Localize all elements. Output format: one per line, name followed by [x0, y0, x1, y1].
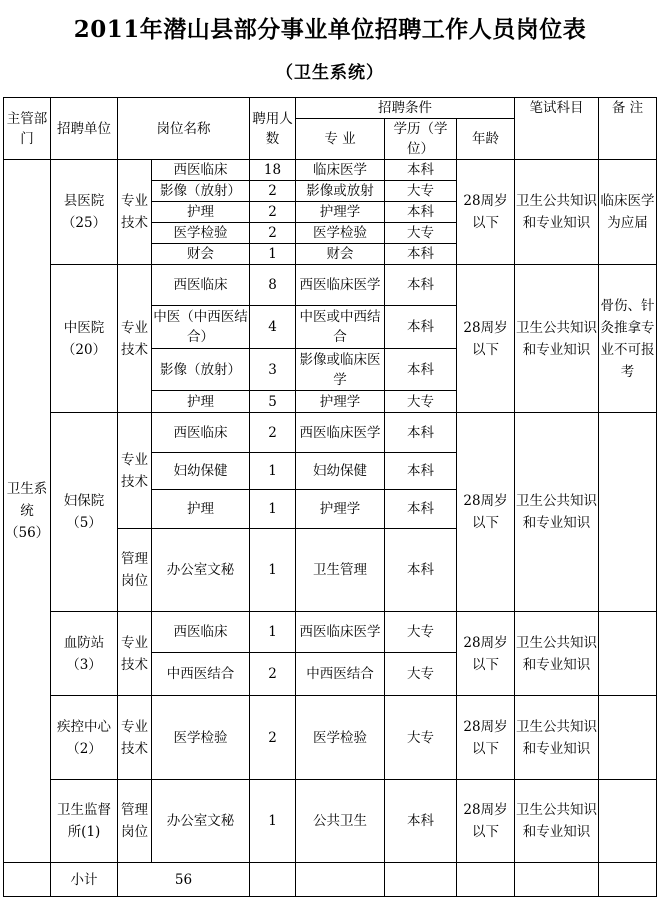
- page-subtitle: （卫生系统）: [276, 63, 384, 83]
- exam-cell: 卫生公共知识和专业知识: [515, 160, 599, 265]
- major-cell: 财会: [296, 244, 385, 265]
- post-cell: 影像（放射）: [152, 349, 250, 391]
- major-cell: 西医临床医学: [296, 265, 385, 306]
- edu-cell: 大专: [385, 653, 457, 696]
- major-cell: 医学检验: [296, 696, 385, 780]
- post-cell: 护理: [152, 391, 250, 413]
- post-cell: 护理: [152, 202, 250, 223]
- empty-cell: [457, 863, 515, 897]
- remark-cell: [599, 696, 657, 780]
- major-cell: 中西医结合: [296, 653, 385, 696]
- major-cell: 护理学: [296, 391, 385, 413]
- edu-cell: 本科: [385, 265, 457, 306]
- unit-cell: 县医院（25）: [51, 160, 118, 265]
- header-edu: 学历（学位）: [385, 119, 457, 160]
- post-cell: 影像（放射）: [152, 181, 250, 202]
- age-cell: 28周岁以下: [457, 696, 515, 780]
- post-cell: 护理: [152, 490, 250, 529]
- major-cell: 卫生管理: [296, 529, 385, 612]
- exam-cell: 卫生公共知识和专业知识: [515, 413, 599, 612]
- category-cell: 专业技术: [118, 696, 152, 780]
- exam-cell: 卫生公共知识和专业知识: [515, 612, 599, 696]
- major-cell: 护理学: [296, 202, 385, 223]
- header-dept: 主管部门: [4, 98, 51, 160]
- empty-cell: [515, 863, 599, 897]
- empty-cell: [385, 863, 457, 897]
- unit-cell: 血防站（3）: [51, 612, 118, 696]
- edu-cell: 本科: [385, 413, 457, 453]
- category-cell: 管理岗位: [118, 529, 152, 612]
- subtotal-count: 56: [118, 863, 250, 897]
- remark-cell: 骨伤、针灸推拿专业不可报考: [599, 265, 657, 413]
- major-cell: 护理学: [296, 490, 385, 529]
- subtotal-blank: [4, 863, 51, 897]
- age-cell: 28周岁以下: [457, 160, 515, 265]
- edu-cell: 本科: [385, 529, 457, 612]
- post-cell: 西医临床: [152, 265, 250, 306]
- page-title: 2011年潜山县部分事业单位招聘工作人员岗位表: [73, 16, 587, 43]
- header-exam: 笔试科目: [515, 98, 599, 160]
- edu-cell: 本科: [385, 780, 457, 863]
- count-cell: 8: [250, 265, 296, 306]
- header-remark: 备 注: [599, 98, 657, 160]
- count-cell: 2: [250, 181, 296, 202]
- post-cell: 中西医结合: [152, 653, 250, 696]
- recruitment-table: [3, 97, 657, 897]
- edu-cell: 本科: [385, 202, 457, 223]
- exam-cell: 卫生公共知识和专业知识: [515, 780, 599, 863]
- exam-cell: 卫生公共知识和专业知识: [515, 696, 599, 780]
- post-cell: 财会: [152, 244, 250, 265]
- unit-cell: 卫生监督所(1): [51, 780, 118, 863]
- post-cell: 西医临床: [152, 413, 250, 453]
- unit-cell: 疾控中心（2）: [51, 696, 118, 780]
- remark-cell: 临床医学为应届: [599, 160, 657, 265]
- count-cell: 4: [250, 306, 296, 349]
- edu-cell: 大专: [385, 181, 457, 202]
- major-cell: 中医或中西结合: [296, 306, 385, 349]
- remark-cell: [599, 413, 657, 612]
- major-cell: 妇幼保健: [296, 453, 385, 490]
- header-conditions: 招聘条件: [296, 98, 515, 119]
- count-cell: 18: [250, 160, 296, 181]
- count-cell: 2: [250, 653, 296, 696]
- age-cell: 28周岁以下: [457, 780, 515, 863]
- remark-cell: [599, 780, 657, 863]
- category-cell: 专业技术: [118, 413, 152, 529]
- edu-cell: 大专: [385, 696, 457, 780]
- post-cell: 医学检验: [152, 696, 250, 780]
- count-cell: 1: [250, 453, 296, 490]
- major-cell: 医学检验: [296, 223, 385, 244]
- category-cell: 专业技术: [118, 160, 152, 265]
- post-cell: 西医临床: [152, 160, 250, 181]
- category-cell: 专业技术: [118, 265, 152, 413]
- exam-cell: 卫生公共知识和专业知识: [515, 265, 599, 413]
- edu-cell: 本科: [385, 490, 457, 529]
- subtotal-label: 小计: [51, 863, 118, 897]
- edu-cell: 大专: [385, 612, 457, 653]
- count-cell: 1: [250, 612, 296, 653]
- post-cell: 西医临床: [152, 612, 250, 653]
- count-cell: 2: [250, 413, 296, 453]
- post-cell: 中医（中西医结合）: [152, 306, 250, 349]
- major-cell: 公共卫生: [296, 780, 385, 863]
- header-post: 岗位名称: [118, 98, 250, 160]
- category-cell: 专业技术: [118, 612, 152, 696]
- age-cell: 28周岁以下: [457, 612, 515, 696]
- count-cell: 1: [250, 490, 296, 529]
- dept-cell: 卫生系统（56）: [4, 160, 51, 863]
- major-cell: 影像或放射: [296, 181, 385, 202]
- header-major: 专 业: [296, 119, 385, 160]
- unit-cell: 中医院（20）: [51, 265, 118, 413]
- post-cell: 办公室文秘: [152, 780, 250, 863]
- unit-cell: 妇保院（5）: [51, 413, 118, 612]
- major-cell: 西医临床医学: [296, 612, 385, 653]
- edu-cell: 本科: [385, 244, 457, 265]
- header-count: 聘用人数: [250, 98, 296, 160]
- empty-cell: [599, 863, 657, 897]
- edu-cell: 大专: [385, 223, 457, 244]
- major-cell: 临床医学: [296, 160, 385, 181]
- count-cell: 5: [250, 391, 296, 413]
- count-cell: 2: [250, 223, 296, 244]
- header-unit: 招聘单位: [51, 98, 118, 160]
- edu-cell: 本科: [385, 306, 457, 349]
- major-cell: 影像或临床医学: [296, 349, 385, 391]
- empty-cell: [250, 863, 296, 897]
- count-cell: 2: [250, 696, 296, 780]
- edu-cell: 本科: [385, 349, 457, 391]
- major-cell: 西医临床医学: [296, 413, 385, 453]
- post-cell: 医学检验: [152, 223, 250, 244]
- age-cell: 28周岁以下: [457, 413, 515, 612]
- edu-cell: 本科: [385, 453, 457, 490]
- edu-cell: 大专: [385, 391, 457, 413]
- edu-cell: 本科: [385, 160, 457, 181]
- post-cell: 办公室文秘: [152, 529, 250, 612]
- count-cell: 1: [250, 529, 296, 612]
- post-cell: 妇幼保健: [152, 453, 250, 490]
- age-cell: 28周岁以下: [457, 265, 515, 413]
- count-cell: 1: [250, 780, 296, 863]
- count-cell: 1: [250, 244, 296, 265]
- header-age: 年龄: [457, 119, 515, 160]
- count-cell: 3: [250, 349, 296, 391]
- category-cell: 管理岗位: [118, 780, 152, 863]
- empty-cell: [296, 863, 385, 897]
- count-cell: 2: [250, 202, 296, 223]
- remark-cell: [599, 612, 657, 696]
